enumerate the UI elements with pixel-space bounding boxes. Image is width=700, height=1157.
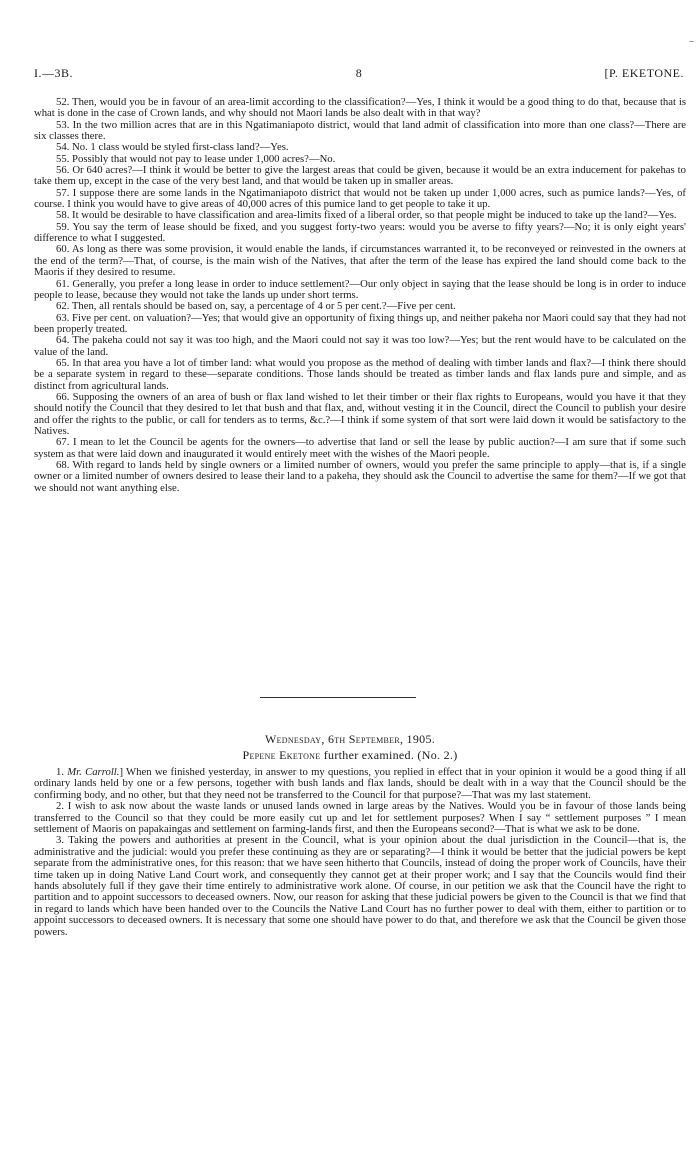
- qa-paragraph: 56. Or 640 acres?—I think it would be better to give the largest areas that could be given, because it would be an extra inducement for pakehas to take them up, except in the case of the very best land, and that would be taken up in smaller areas.: [34, 164, 686, 188]
- paragraph-text: 2. I wish to ask now about the waste lands or unused lands owned in large areas by the Natives. Would you be in favour of those lands being transferred to the Council so that they could be more easily cut up and let for settlement purposes? When I say “ settlement purposes ” I mean settlement of Maoris on papakaingas and settlement on farming-lands first, and then the Europeans second?—That is what we ask to be done.: [34, 800, 686, 836]
- session-subheading-text: further examined. (No. 2.): [320, 748, 458, 762]
- paragraph-text: ] When we finished yesterday, in answer to my questions, you replied in effect that in your opinion it would be a good thing if all ordinary lands held by one or a few persons, together with bush lands and flax lands, should be dealt with in a way that the Council should be the confirming body, and no other, but that they need not be transferred to the Council for that purpose?—That was my last statement.: [34, 766, 686, 801]
- page-header: [34, 66, 684, 82]
- paragraph-text: 3. Taking the powers and authorities at present in the Council, what is your opinion about the dual jurisdiction in the Council—that is, the administrative and the judicial: would you prefer these continuing as they are or separating?—I think it would be better that the judicial powers be kept separate from the administrative ones, for this reason: that we have seen hitherto that Councils, instead of doing the proper work of Councils, have their time taken up in doing Native Land Court work, and consequently they cannot get at their proper work; and I say that the Councils would find their hands absolutely full if they gave their time entirely to administrative work alone. Of course, in our petition we ask that the Council have the right to partition and to appoint successors to deceased owners. Now, our reason for asking that these judicial powers be given to the Council is that we find that in regard to lands which have been handed over to the Councils the Native Land Court has no further power to deal with them, either to partition or to appoint successors to deceased owners. It is necessary that some one should have power to do that, and therefore we ask that the Council be given those powers.: [34, 834, 686, 938]
- qa-paragraph: 63. Five per cent. on valuation?—Yes; that would give an opportunity of fixing things up, and neither pakeha nor Maori could say that they had not been properly treated.: [34, 311, 686, 335]
- paragraph-number: 1.: [56, 766, 68, 778]
- qa-paragraph: 58. It would be desirable to have classification and area-limits fixed of a liberal order, so that people might be induced to take up the land?—Yes.: [56, 209, 677, 222]
- question-answer-section: [34, 97, 686, 494]
- witness-name: Pepene Eketone: [242, 748, 321, 762]
- qa-paragraph: 64. The pakeha could not say it was too high, and the Maori could not say it was too low?—Yes; but the rent would have to be calculated on the value of the land.: [34, 334, 686, 358]
- session-paragraph: [34, 835, 686, 938]
- qa-paragraph: 67. I mean to let the Council be agents for the owners—to advertise that land or sell the lease by public auction?—I am sure that if some such system as that were laid down and inaugurated it would entirely meet with the wishes of the Maori people.: [34, 436, 686, 460]
- header-witness: [P. EKETONE.: [604, 66, 684, 80]
- qa-paragraph: 59. You say the term of lease should be fixed, and you suggest forty-two years: would you be averse to fifty years?—No; it is only eight years' difference to what I suggested.: [34, 220, 686, 245]
- section-divider: [260, 697, 416, 698]
- page-number: 8: [355, 66, 363, 80]
- header-reference: I.—3B.: [34, 66, 73, 80]
- second-session-section: [34, 767, 686, 938]
- qa-paragraph: 62. Then, all rentals should be based on, say, a percentage of 4 or 5 per cent.?—Five per cent.: [56, 300, 456, 313]
- qa-paragraph: 66. Supposing the owners of an area of bush or flax land wished to let their timber or their flax rights to Europeans, would you have it that they should notify the Council that they desired to let that bush and that flax, and, without vesting it in the Council, direct the Council to publish your desire and offer the rights to the public, or call for tenders as to terms, &c.?—I think if some system of that sort were laid down it would be satisfactory to the Natives.: [34, 390, 686, 437]
- session-paragraph: [34, 767, 686, 801]
- session-subheading: [0, 748, 700, 763]
- qa-paragraph: 55. Possibly that would not pay to lease under 1,000 acres?—No.: [56, 152, 336, 165]
- session-date-heading: Wednesday, 6th September, 1905.: [264, 732, 436, 746]
- qa-paragraph: 54. No. 1 class would be styled first-class land?—Yes.: [56, 141, 289, 154]
- margin-mark: –: [689, 36, 694, 47]
- qa-paragraph: 61. Generally, you prefer a long lease in order to induce settlement?—Our only object in saying that the lease should be long is in order to induce people to lease, because they would not take the lands up under short terms.: [34, 277, 686, 301]
- speaker-name: Mr. Carroll.: [67, 766, 120, 778]
- session-paragraph: [34, 801, 686, 835]
- qa-paragraph: 57. I suppose there are some lands in the Ngatimaniapoto district that would not be taken up under 1,000 acres, such as pumice lands?—Yes, of course. I think you would have to give areas of 40,000 acres of this pumice land to get people to take it up.: [34, 186, 686, 211]
- qa-paragraph: 52. Then, would you be in favour of an area-limit according to the classification?—Yes, I think it would be a good thing to do that, because that is what is done in the case of Crown lands, and why should not Maori lands be also dealt with in that way?: [34, 96, 686, 120]
- qa-paragraph: 53. In the two million acres that are in this Ngatimaniapoto district, would that land admit of classification into more than one class?—There are six classes there.: [34, 118, 686, 143]
- qa-paragraph: 68. With regard to lands held by single owners or a limited number of owners, would you prefer the same principle to apply—that is, if a single owner or a limited number of owners desired to lease their land to a pakeha, they should ask the Council to advertise the same for them?—If we got that we should not want anything else.: [34, 459, 686, 494]
- qa-paragraph: 60. As long as there was some provision, it would enable the lands, if circumstances warranted it, to be reconveyed or reinvested in the owners at the end of the term?—That, of course, is the main wish of the Natives, that after the term of the lease has expired the land should come back to the Maoris if they desired to resume.: [34, 243, 686, 279]
- qa-paragraph: 65. In that area you have a lot of timber land: what would you propose as the method of dealing with timber lands and flax?—I think there should be a separate system in regard to these—separate conditions. Those lands should be treated as timber lands and flax lands pure and simple, and as distinct from agricultural lands.: [34, 356, 686, 392]
